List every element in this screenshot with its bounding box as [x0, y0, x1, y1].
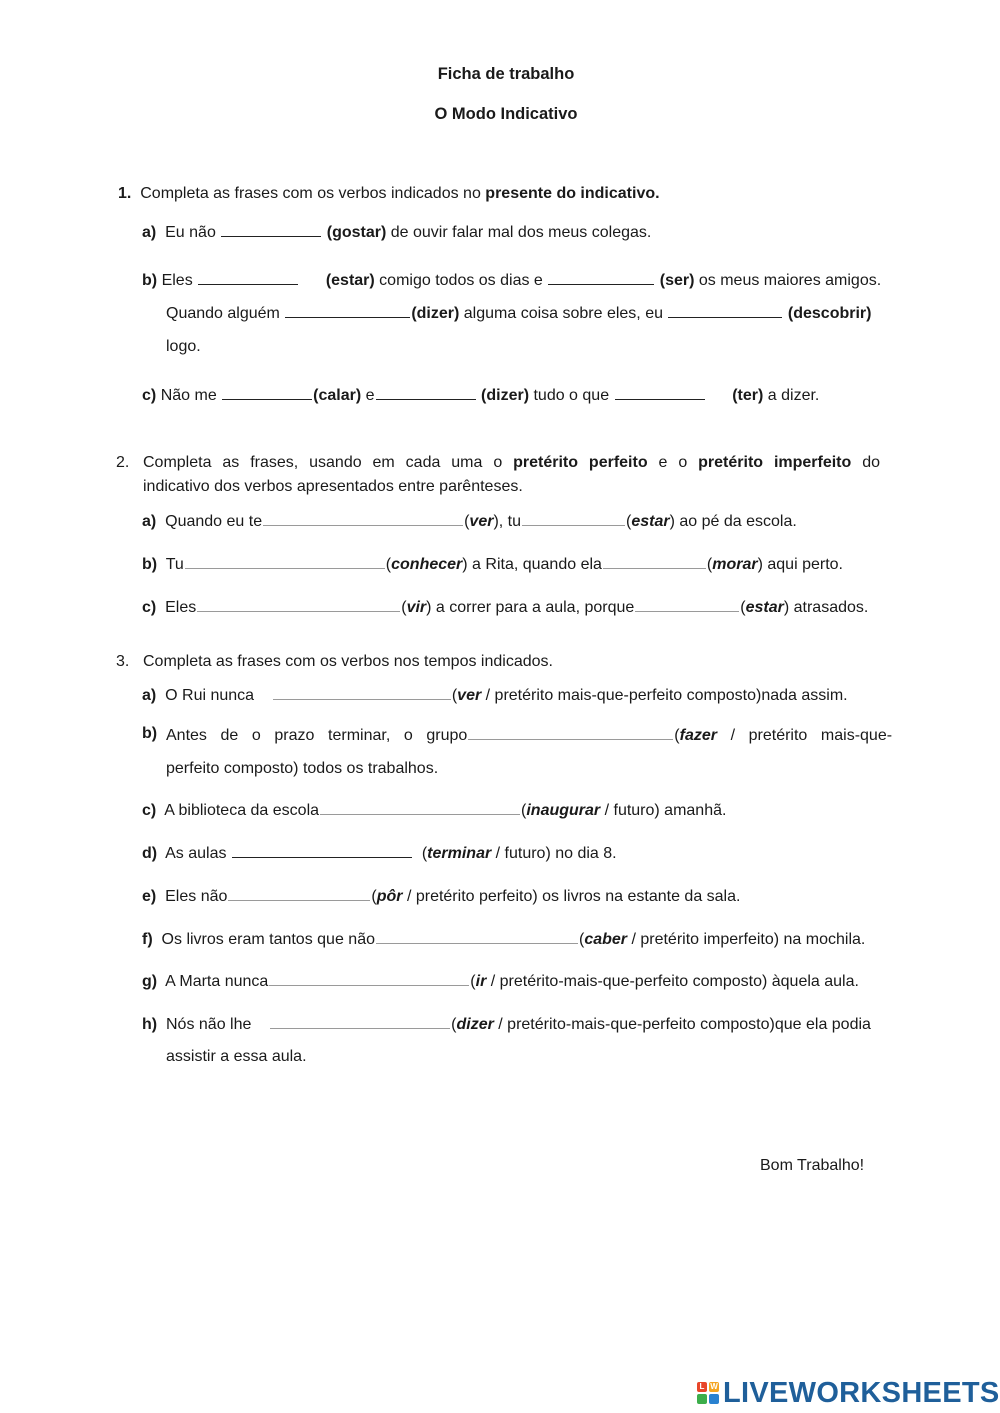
- verb-hint: (estar): [325, 272, 375, 289]
- answer-blank[interactable]: [263, 510, 463, 526]
- liveworksheets-logo: [697, 1376, 1000, 1410]
- item-text: logo.: [166, 338, 201, 355]
- ex1-item-b-line2: [166, 302, 871, 324]
- ex2-number: 2.: [116, 454, 130, 471]
- item-label: b): [142, 725, 158, 742]
- ex3-number: 3.: [116, 653, 130, 670]
- ex3-item-d: d) As aulas (terminar / futuro) no dia 8.: [142, 842, 617, 864]
- verb-hint: (ter): [732, 387, 764, 404]
- item-word: /: [730, 727, 736, 744]
- item-word: o: [251, 727, 261, 744]
- logo-square: [697, 1394, 707, 1404]
- verb-hint: dizer: [456, 1016, 494, 1033]
- ex2-item-a: a) Quando eu te (ver), tu (estar) ao pé da escola.: [142, 510, 797, 532]
- item-text: comigo todos os dias e: [379, 272, 543, 289]
- item-label: c): [142, 387, 157, 404]
- item-word: grupo: [426, 727, 468, 744]
- ex1-item-b-line3: [166, 337, 201, 357]
- ex1-number: 1.: [118, 185, 132, 202]
- ex1-item-b-line1: [142, 269, 881, 291]
- ex3-item-b-line2: perfeito composto) todos os trabalhos.: [166, 760, 439, 777]
- verb-hint: pôr: [376, 888, 403, 905]
- item-label: a): [142, 687, 157, 704]
- verb-hint: ver: [469, 513, 494, 530]
- item-text: ) a Rita, quando ela: [462, 556, 602, 573]
- ex3-item-b-label: [142, 724, 157, 744]
- verb-hint: ver: [457, 687, 482, 704]
- item-label: c): [142, 599, 157, 616]
- item-text: / pretérito mais-que-perfeito composto)nada assim.: [481, 687, 848, 704]
- item-label: f): [142, 931, 153, 948]
- verb-hint: (gostar): [326, 224, 387, 241]
- verb-hint: estar: [745, 599, 784, 616]
- answer-blank[interactable]: [320, 799, 520, 815]
- item-text: alguma coisa sobre eles, eu: [463, 305, 663, 322]
- ex3-item-e: e) Eles não (pôr / pretérito perfeito) os livros na estante da sala.: [142, 885, 740, 907]
- item-word: o: [403, 727, 413, 744]
- item-word: prazo: [274, 727, 315, 744]
- item-text: de ouvir falar mal dos meus colegas.: [390, 224, 652, 241]
- answer-blank[interactable]: [222, 384, 312, 400]
- item-word: pretérito: [748, 727, 808, 744]
- item-label: g): [142, 973, 158, 990]
- page-title: Ficha de trabalho: [437, 65, 575, 83]
- item-label: a): [142, 513, 157, 530]
- instr-bold: pretérito perfeito: [513, 454, 648, 471]
- answer-blank[interactable]: [185, 553, 385, 569]
- item-text: Tu: [165, 556, 184, 573]
- verb-hint: fazer: [679, 727, 717, 744]
- ex1-instruction-text: Completa as frases com os verbos indicados no: [140, 185, 486, 202]
- logo-icon: [697, 1382, 719, 1404]
- item-text: / futuro) no dia 8.: [491, 845, 617, 862]
- item-label: c): [142, 802, 157, 819]
- instr-word: as: [222, 454, 240, 471]
- item-text: / pretérito perfeito) os livros na estante da sala.: [402, 888, 741, 905]
- instr-word: do: [862, 454, 880, 471]
- ex2-item-c: c) Eles (vir) a correr para a aula, porque (estar) atrasados.: [142, 596, 868, 618]
- item-word: terminar,: [328, 727, 391, 744]
- item-label: d): [142, 845, 158, 862]
- ex2-item-b: b) Tu (conhecer) a Rita, quando ela (morar) aqui perto.: [142, 553, 843, 575]
- ex1-instruction-bold: presente do indicativo.: [485, 185, 660, 202]
- logo-text: LIVEWORKSHEETS: [723, 1376, 1000, 1409]
- item-text: os meus maiores amigos.: [698, 272, 882, 289]
- ex3-item-c: c) A biblioteca da escola (inaugurar / futuro) amanhã.: [142, 799, 726, 821]
- ex3-item-h-line2: assistir a essa aula.: [166, 1048, 307, 1065]
- answer-blank[interactable]: [376, 928, 578, 944]
- item-text: As aulas: [165, 845, 227, 862]
- ex1-item-a: [142, 221, 651, 243]
- item-text: ) a correr para a aula, porque: [426, 599, 635, 616]
- answer-blank[interactable]: [228, 885, 370, 901]
- instr-word: uma: [451, 454, 483, 471]
- ex3-item-b-line1: Antes de o prazo terminar, o grupo (fazer / pretérito mais-que-: [166, 724, 892, 746]
- answer-blank[interactable]: [522, 510, 625, 526]
- item-label: a): [142, 224, 157, 241]
- item-text: tudo o que: [533, 387, 610, 404]
- answer-blank[interactable]: [198, 269, 298, 285]
- instr-word: e: [658, 454, 668, 471]
- ex3-item-g: g) A Marta nunca (ir / pretérito-mais-que-perfeito composto) àquela aula.: [142, 970, 859, 992]
- item-word: de: [220, 727, 239, 744]
- closing-text: Bom Trabalho!: [760, 1157, 865, 1174]
- answer-blank[interactable]: [269, 970, 469, 986]
- answer-blank[interactable]: [273, 684, 451, 700]
- instr-word: frases,: [250, 454, 299, 471]
- verb-hint: terminar: [427, 845, 492, 862]
- ex3-item-a: a) O Rui nunca (ver / pretérito mais-que-perfeito composto)nada assim.: [142, 684, 848, 706]
- instr-word: cada: [405, 454, 441, 471]
- verb-hint: conhecer: [391, 556, 463, 573]
- verb-hint: (dizer): [411, 305, 460, 322]
- answer-blank[interactable]: [548, 269, 654, 285]
- item-text: / pretérito-mais-que-perfeito composto) àquela aula.: [486, 973, 859, 990]
- answer-blank[interactable]: [615, 384, 705, 400]
- logo-square: [709, 1394, 719, 1404]
- item-text: Não me: [160, 387, 217, 404]
- logo-square: W: [710, 1382, 718, 1391]
- verb-hint: inaugurar: [526, 802, 601, 819]
- ex1-instruction: [118, 184, 660, 204]
- answer-blank[interactable]: [232, 842, 412, 858]
- item-text: Quando alguém: [166, 305, 280, 322]
- item-text: A Marta nunca: [165, 973, 269, 990]
- item-text: Os livros eram tantos que não: [161, 931, 375, 948]
- item-text: Eu não: [165, 224, 216, 241]
- answer-blank[interactable]: [221, 221, 321, 237]
- page-subtitle: O Modo Indicativo: [434, 105, 578, 123]
- answer-blank[interactable]: [668, 302, 782, 318]
- item-label: b): [142, 556, 158, 573]
- answer-blank[interactable]: [285, 302, 410, 318]
- answer-blank[interactable]: [197, 596, 400, 612]
- item-text: O Rui nunca: [165, 687, 255, 704]
- answer-blank[interactable]: [635, 596, 739, 612]
- item-text: Quando eu te: [165, 513, 263, 530]
- item-label: e): [142, 888, 157, 905]
- verb-hint: caber: [584, 931, 628, 948]
- item-word: Antes: [166, 727, 207, 744]
- item-text: a dizer.: [767, 387, 820, 404]
- ex1-item-c: [142, 384, 819, 406]
- ex3-item-h-line1: h) Nós não lhe (dizer / pretérito-mais-que-perfeito composto)que ela podia: [142, 1013, 871, 1035]
- verb-hint: (descobrir): [787, 305, 872, 322]
- item-text: Nós não lhe: [166, 1016, 252, 1033]
- logo-square: L: [697, 1382, 707, 1392]
- ex3-instruction: Completa as frases com os verbos nos tempos indicados.: [143, 653, 553, 670]
- item-label: b): [142, 272, 158, 289]
- answer-blank[interactable]: [270, 1013, 450, 1029]
- ex2-instruction-line2: indicativo dos verbos apresentados entre parênteses.: [143, 478, 523, 495]
- item-label: h): [142, 1016, 158, 1033]
- answer-blank[interactable]: [603, 553, 706, 569]
- verb-hint: (ser): [659, 272, 695, 289]
- verb-hint: ir: [475, 973, 487, 990]
- verb-hint: morar: [712, 556, 758, 573]
- instr-word: em: [372, 454, 395, 471]
- item-text: ) atrasados.: [783, 599, 869, 616]
- answer-blank[interactable]: [376, 384, 476, 400]
- ex3-item-f: f) Os livros eram tantos que não (caber / pretérito imperfeito) na mochila.: [142, 928, 865, 950]
- instr-bold: pretérito imperfeito: [698, 454, 852, 471]
- item-text: A biblioteca da escola: [164, 802, 320, 819]
- instr-word: o: [678, 454, 688, 471]
- verb-hint: estar: [631, 513, 670, 530]
- instr-word: o: [493, 454, 503, 471]
- item-text: / futuro) amanhã.: [600, 802, 727, 819]
- item-text: Eles não: [165, 888, 228, 905]
- item-text: Eles: [161, 272, 193, 289]
- item-text: Eles: [165, 599, 197, 616]
- instr-word: usando: [309, 454, 362, 471]
- verb-hint: (dizer): [481, 387, 530, 404]
- item-word: mais-que-: [820, 727, 893, 744]
- answer-blank[interactable]: [468, 724, 673, 740]
- verb-hint: (calar): [313, 387, 362, 404]
- item-text: ) aqui perto.: [757, 556, 843, 573]
- item-text: / pretérito-mais-que-perfeito composto)que ela podia: [493, 1016, 871, 1033]
- verb-hint: vir: [406, 599, 427, 616]
- item-text: ) ao pé da escola.: [669, 513, 797, 530]
- item-text: e: [365, 387, 375, 404]
- instr-word: Completa: [143, 454, 212, 471]
- ex2-instruction-line1: [143, 453, 880, 473]
- item-text: / pretérito imperfeito) na mochila.: [627, 931, 866, 948]
- item-text: ), tu: [493, 513, 522, 530]
